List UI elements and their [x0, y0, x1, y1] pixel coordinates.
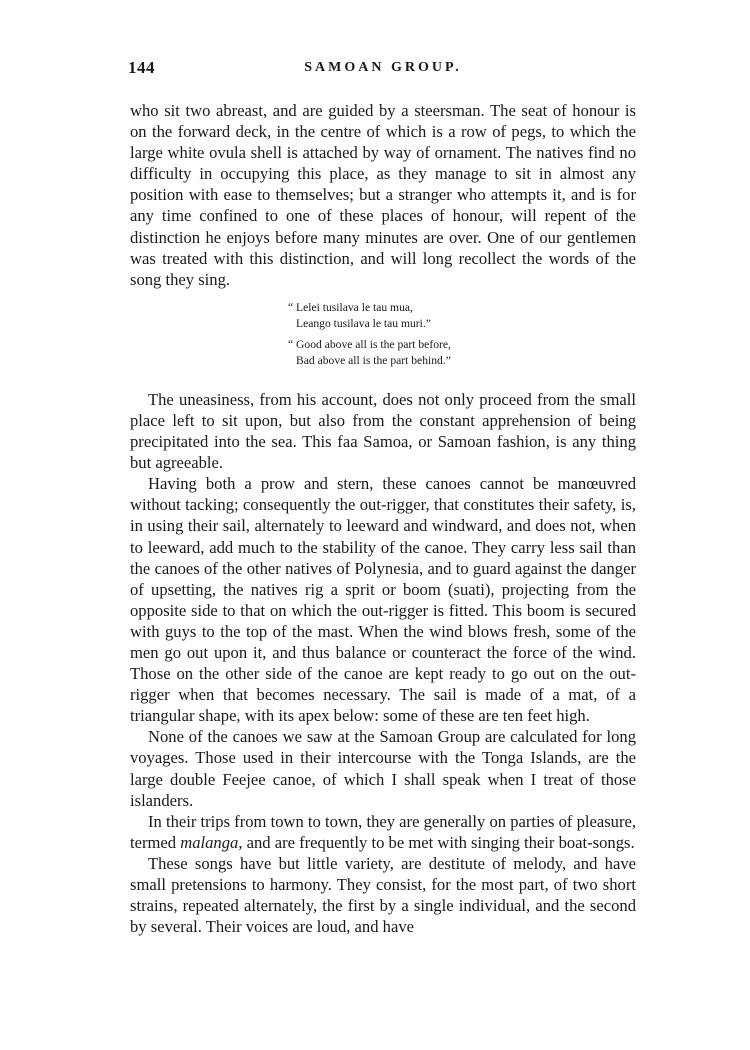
page-body — [130, 100, 636, 937]
running-title: SAMOAN GROUP. — [304, 60, 462, 75]
paragraph-5-text-b: and are frequently to be met with singing their boat-songs. — [242, 832, 635, 852]
verse-original — [288, 300, 636, 332]
page-number: 144 — [128, 58, 155, 77]
song-verse — [288, 300, 636, 369]
page-header — [128, 58, 638, 84]
paragraph-2: The uneasiness, from his account, does not only proceed from the small place left to sit upon, but also from the constant apprehension of being precipitated into the sea. This faa Samoa, or Samoan fashion, is any thing but agreeable. — [130, 389, 636, 473]
paragraph-5 — [130, 811, 636, 853]
paragraph-1: who sit two abreast, and are guided by a steersman. The seat of honour is on the forward deck, in the centre of which is a row of pegs, to which the large white ovula shell is attached by way of ornament. The natives find no difficulty in occupying this place, as they manage to sit in almost any position with ease to themselves; but a stranger who attempts it, and is for any time confined to one of these places of honour, will repent of the distinction he enjoys before many minutes are over. One of our gentlemen was treated with this distinction, and will long recollect the words of the song they sing. — [130, 101, 636, 289]
paragraph-3: Having both a prow and stern, these canoes cannot be manœuvred without tacking; consequently the out-rigger, that constitutes their safety, is, in using their sail, alternately to leeward and windward, and does not, when to leeward, add much to the stability of the canoe. They carry less sail than the canoes of the other natives of Polynesia, and to guard against the danger of upsetting, the natives rig a sprit or boom (suati), projecting from the opposite side to that on which the out-rigger is fitted. This boom is secured with guys to the top of the mast. When the wind blows fresh, some of the men go out upon it, and thus balance or counteract the force of the wind. Those on the other side of the canoe are kept ready to go out on the out-rigger when that becomes necessary. The sail is made of a mat, of a triangular shape, with its apex below: some of these are ten feet high. — [130, 474, 636, 726]
verse-translation — [288, 337, 636, 369]
verse-translation-line-2: Bad above all is the part behind.” — [296, 353, 451, 367]
verse-original-line-1: “ Lelei tusilava le tau mua, — [288, 300, 413, 314]
paragraph-6: These songs have but little variety, are destitute of melody, and have small pretensions to harmony. They consist, for the most part, of two short strains, repeated alternately, the first by a single individual, and the second by several. Their voices are loud, and have — [130, 853, 636, 937]
paragraph-4: None of the canoes we saw at the Samoan Group are calculated for long voyages. Those used in their intercourse with the Tonga Islands, are the large double Feejee canoe, of which I shall speak when I treat of those islanders. — [130, 727, 636, 810]
paragraph-5-text-a: In their trips from town to town, they are generally on parties of pleasure, termed — [130, 811, 636, 852]
verse-translation-line-1: “ Good above all is the part before, — [288, 337, 451, 351]
paragraph-5-italic-term: malanga, — [180, 832, 243, 852]
verse-original-line-2: Leango tusilava le tau muri.” — [296, 316, 431, 330]
